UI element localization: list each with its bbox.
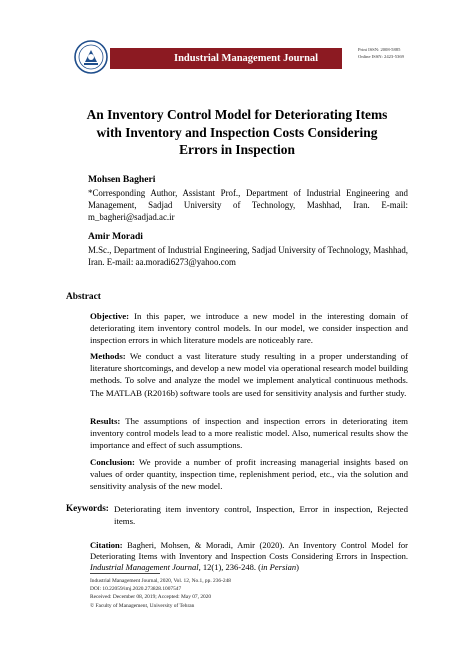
citation (90, 540, 408, 573)
keywords-text: Deteriorating item inventory control, Inspection, Error in inspection, Rejected items. (114, 504, 408, 527)
abstract-objective (90, 310, 408, 347)
footnote-copyright: © Faculty of Management, University of Tehran (90, 602, 195, 609)
author-affiliation: M.Sc., Department of Industrial Engineering, Sadjad University of Technology, Mashhad, Iran. E-mail: aa.moradi6273@yahoo.com (88, 245, 408, 268)
issn-print: Print ISSN: 2008-5885 (358, 47, 401, 52)
objective-label: Objective: (90, 311, 130, 321)
author-name: Mohsen Bagheri (88, 174, 156, 185)
title-line: with Inventory and Inspection Costs Considering (96, 124, 378, 140)
conclusion-text: We provide a number of profit increasing managerial insights based on values of order quantity, inspection time, replenishment period, etc., via the solution and sensitivity analysis of the new model. (90, 457, 408, 492)
footnote-divider (90, 573, 160, 574)
title-line: An Inventory Control Model for Deteriorating Items (86, 107, 388, 122)
footnotes (90, 577, 408, 610)
footnote-doi: DOI: 10.22059/imj.2020.273828.1007547 (90, 586, 182, 593)
title-line: Errors in Inspection (179, 142, 295, 157)
citation-label: Citation: (90, 540, 123, 550)
abstract-results (90, 415, 408, 452)
citation-closing: ) (296, 562, 299, 572)
citation-language: in Persian (260, 562, 297, 572)
author-name: Amir Moradi (88, 231, 143, 242)
journal-name: Industrial Management Journal (174, 53, 319, 64)
paper-title (70, 106, 404, 159)
issn-info (358, 46, 428, 60)
conclusion-label: Conclusion: (90, 457, 135, 467)
author-affiliation: *Corresponding Author, Assistant Prof., Department of Industrial Engineering and Management, Sadjad University of Technology, Mashhad, Iran. E-mail: m_bagheri@sadjad.ac.ir (88, 188, 408, 223)
footnote-dates: Received: December 08, 2019; Accepted: May 07, 2020 (90, 594, 212, 601)
journal-banner (110, 48, 342, 69)
citation-volume: 12(1), 236-248. ( (202, 562, 261, 572)
citation-text: Bagheri, Mohsen, & Moradi, Amir (2020). An Inventory Control Model for Deteriorating Items with Inventory and Inspection Costs Considering Errors in Inspection. (90, 540, 409, 561)
objective-text: In this paper, we introduce a new model in the interesting domain of deteriorating item inventory control models. In our model, we consider inspection and inspection errors in which literature models are noticeably rare. (90, 311, 409, 346)
abstract-heading: Abstract (66, 292, 101, 302)
methods-text: We conduct a vast literature study resulting in a proper understanding of literature shortcomings, and develop a new model via operational research model building methods. To solve and analyze the model we implement analytical continuous methods. The MATLAB (R2016b) software tools are used for sensitivity analysis and further study. (90, 351, 408, 398)
university-seal-logo (74, 40, 108, 74)
methods-label: Methods: (90, 351, 126, 361)
results-text: The assumptions of inspection and inspection errors in deteriorating item inventory control models lead to a more realistic model. Also, numerical results show the importance and effect of such assumptions. (90, 416, 409, 451)
citation-journal: Industrial Management Journal, (90, 562, 201, 572)
issn-online: Online ISSN: 2423-5369 (358, 54, 404, 59)
results-label: Results: (90, 416, 121, 426)
keywords-label: Keywords: (66, 503, 109, 513)
footnote-journal-info: Industrial Management Journal, 2020, Vol. 12, No.1, pp. 236-248 (90, 578, 231, 584)
abstract-methods (90, 350, 408, 399)
abstract-conclusion (90, 456, 408, 493)
